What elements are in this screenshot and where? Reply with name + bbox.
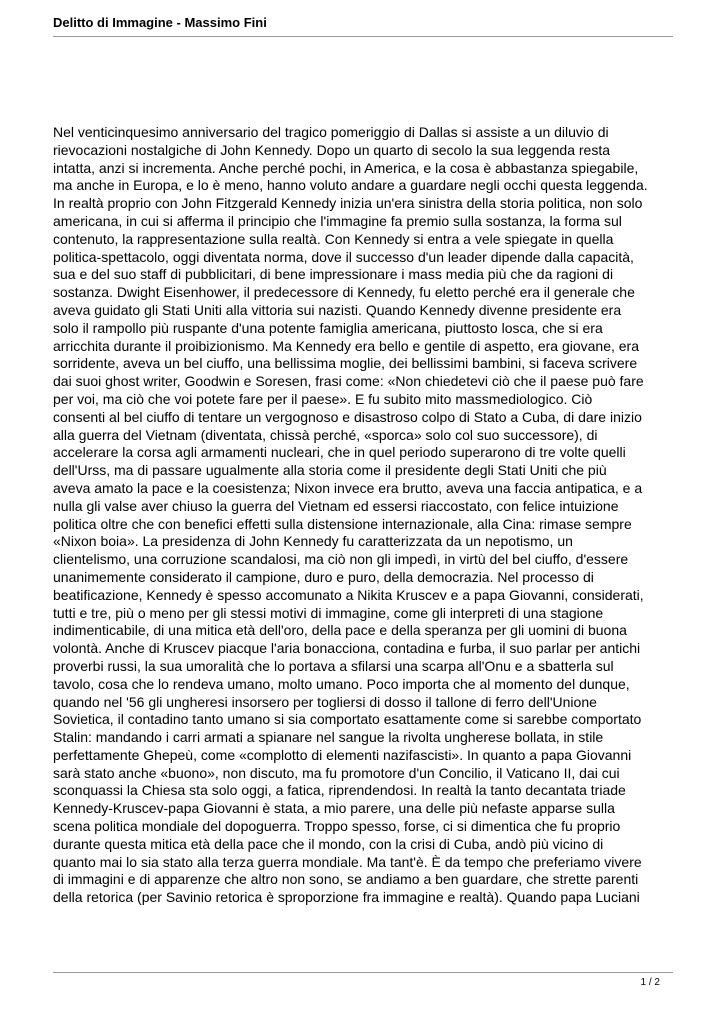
body-line: alla guerra del Vietnam (diventata, chissà perché, «sporca» solo col suo successore), di (53, 426, 598, 443)
article-body (53, 124, 673, 907)
body-line: sconquassi la Chiesa sta solo oggi, a fatica, riprendendosi. In realtà la tanto decantata triade (53, 782, 626, 799)
body-line: clientelismo, una corruzione scandalosi, ma ciò non gli impedì, in virtù del bel ciuffo, d'essere (53, 551, 629, 568)
body-line: Nel venticinquesimo anniversario del tragico pomeriggio di Dallas si assiste a un diluvio di (53, 124, 609, 140)
body-line: aveva guidato gli Stati Uniti alla vittoria sui nazisti. Quando Kennedy divenne presidente era (53, 301, 622, 318)
body-line: Stalin: mandando i carri armati a spianare nel sangue la rivolta ungherese bollata, in stile (53, 729, 604, 746)
body-line: sua e del suo staff di pubblicitari, di bene impressionare i mass media più che da ragioni di (53, 266, 614, 283)
body-line: solo il rampollo più ruspante d'una potente famiglia americana, piuttosto losca, che si era (53, 319, 603, 336)
body-line: quando nel '56 gli ungheresi insorsero per togliersi di dosso il tallone di ferro dell'Unione (53, 693, 597, 710)
body-line: indimenticabile, di una mitica età dell'oro, della pace e della speranza per gli uomini di buona (53, 622, 627, 639)
body-line: della retorica (per Savinio retorica è sproporzione fra immagine e realtà). Quando papa Luciani (53, 889, 640, 906)
document-title: Delitto di Immagine - Massimo Fini (53, 15, 267, 30)
body-line: In realtà proprio con John Fitzgerald Kennedy inizia un'era sinistra della storia politica, non solo (53, 195, 643, 212)
body-line: Sovietica, il contadino tanto umano si sia comportato esattamente come si sarebbe comportato (53, 711, 642, 728)
page-number: 1 / 2 (640, 977, 660, 988)
body-line: dai suoi ghost writer, Goodwin e Soresen, frasi come: «Non chiedetevi ciò che il paese può fare (53, 373, 644, 390)
body-line: volontà. Anche di Kruscev piacque l'aria bonacciona, contadina e furba, il suo parlar per antichi (53, 640, 641, 657)
body-line: politica-spettacolo, oggi diventata norma, dove il successo d'un leader dipende dalla capacità, (53, 248, 634, 265)
body-line: americana, in cui si afferma il principio che l'immagine fa premio sulla sostanza, la forma sul (53, 212, 622, 229)
body-line: arricchita durante il proibizionismo. Ma Kennedy era bello e gentile di aspetto, era giovane, era (53, 337, 640, 354)
body-line: dell'Urss, ma di passare ugualmente alla storia come il presidente degli Stati Uniti che più (53, 462, 607, 479)
body-line: nulla gli valse aver chiuso la guerra del Vietnam ed essersi riaccostato, con felice intuizione (53, 497, 619, 514)
body-line: beatificazione, Kennedy è spesso accomunato a Nikita Kruscev e a papa Giovanni, considerati, (53, 586, 644, 603)
body-line: aveva amato la pace e la coesistenza; Nixon invece era brutto, aveva una faccia antipatica, e a (53, 479, 643, 496)
body-line: contenuto, la rappresentazione sulla realtà. Con Kennedy si entra a vele spiegate in quella (53, 230, 614, 247)
body-line: per voi, ma ciò che voi potete fare per il paese». E fu subito mito massmediologico. Ciò (53, 390, 593, 407)
body-line: perfettamente Ghepeù, come «complotto di elementi nazifascisti». In quanto a papa Giovanni (53, 746, 632, 763)
body-line: scena politica mondiale del dopoguerra. Troppo spesso, forse, ci si dimentica che fu proprio (53, 818, 621, 835)
body-line: tavolo, cosa che lo rendeva umano, molto umano. Poco importa che al momento del dunque, (53, 675, 630, 692)
body-line: rievocazioni nostalgiche di John Kennedy. Dopo un quarto di secolo la sua leggenda resta (53, 141, 610, 158)
body-line: intatta, anzi si incrementa. Anche perché pochi, in America, e la cosa è abbastanza spiegabile, (53, 159, 639, 176)
body-line: quanto mai lo sia stato alla terza guerra mondiale. Ma tant'è. È da tempo che preferiamo vivere (53, 853, 642, 870)
body-line: politica oltre che con benefici effetti sulla distensione internazionale, alla Cina: rimase sempre (53, 515, 632, 532)
body-line: durante questa mitica età della pace che il mondo, con la crisi di Cuba, andò più vicino di (53, 835, 604, 852)
footer-divider (53, 972, 673, 973)
body-line: proverbi russi, la sua umoralità che lo portava a sfilarsi una scarpa all'Onu e a sbatterla sul (53, 657, 614, 674)
body-line: ma anche in Europa, e lo è meno, hanno voluto andare a guardare negli occhi questa leggenda. (53, 177, 648, 194)
body-line: Kennedy-Kruscev-papa Giovanni è stata, a mio parere, una delle più nefaste apparse sulla (53, 800, 615, 817)
body-line: sostanza. Dwight Eisenhower, il predecessore di Kennedy, fu eletto perché era il generale che (53, 284, 635, 301)
header-divider (53, 36, 673, 37)
body-line: tutti e tre, più o meno per gli stessi motivi di immagine, come gli interpreti di una stagione (53, 604, 604, 621)
body-line: di immagini e di apparenze che altro non sono, se andiamo a ben guardare, che strette parenti (53, 871, 639, 888)
body-line: sorridente, aveva un bel ciuffo, una bellissima moglie, dei bellissimi bambini, si faceva scrivere (53, 355, 638, 372)
body-line: sarà stato anche «buono», non discuto, ma fu promotore d'un Concilio, il Vaticano II, dai cui (53, 764, 620, 781)
body-line: accelerare la corsa agli armamenti nucleari, che in quel periodo superarono di tre volte quelli (53, 444, 626, 461)
body-line: «Nixon boia». La presidenza di John Kennedy fu caratterizzata da un nepotismo, un (53, 533, 573, 550)
body-line: unanimemente considerato il campione, duro e puro, della democrazia. Nel processo di (53, 568, 594, 585)
body-line: consenti al bel ciuffo di tentare un vergognoso e disastroso colpo di Stato a Cuba, di dare inizio (53, 408, 642, 425)
